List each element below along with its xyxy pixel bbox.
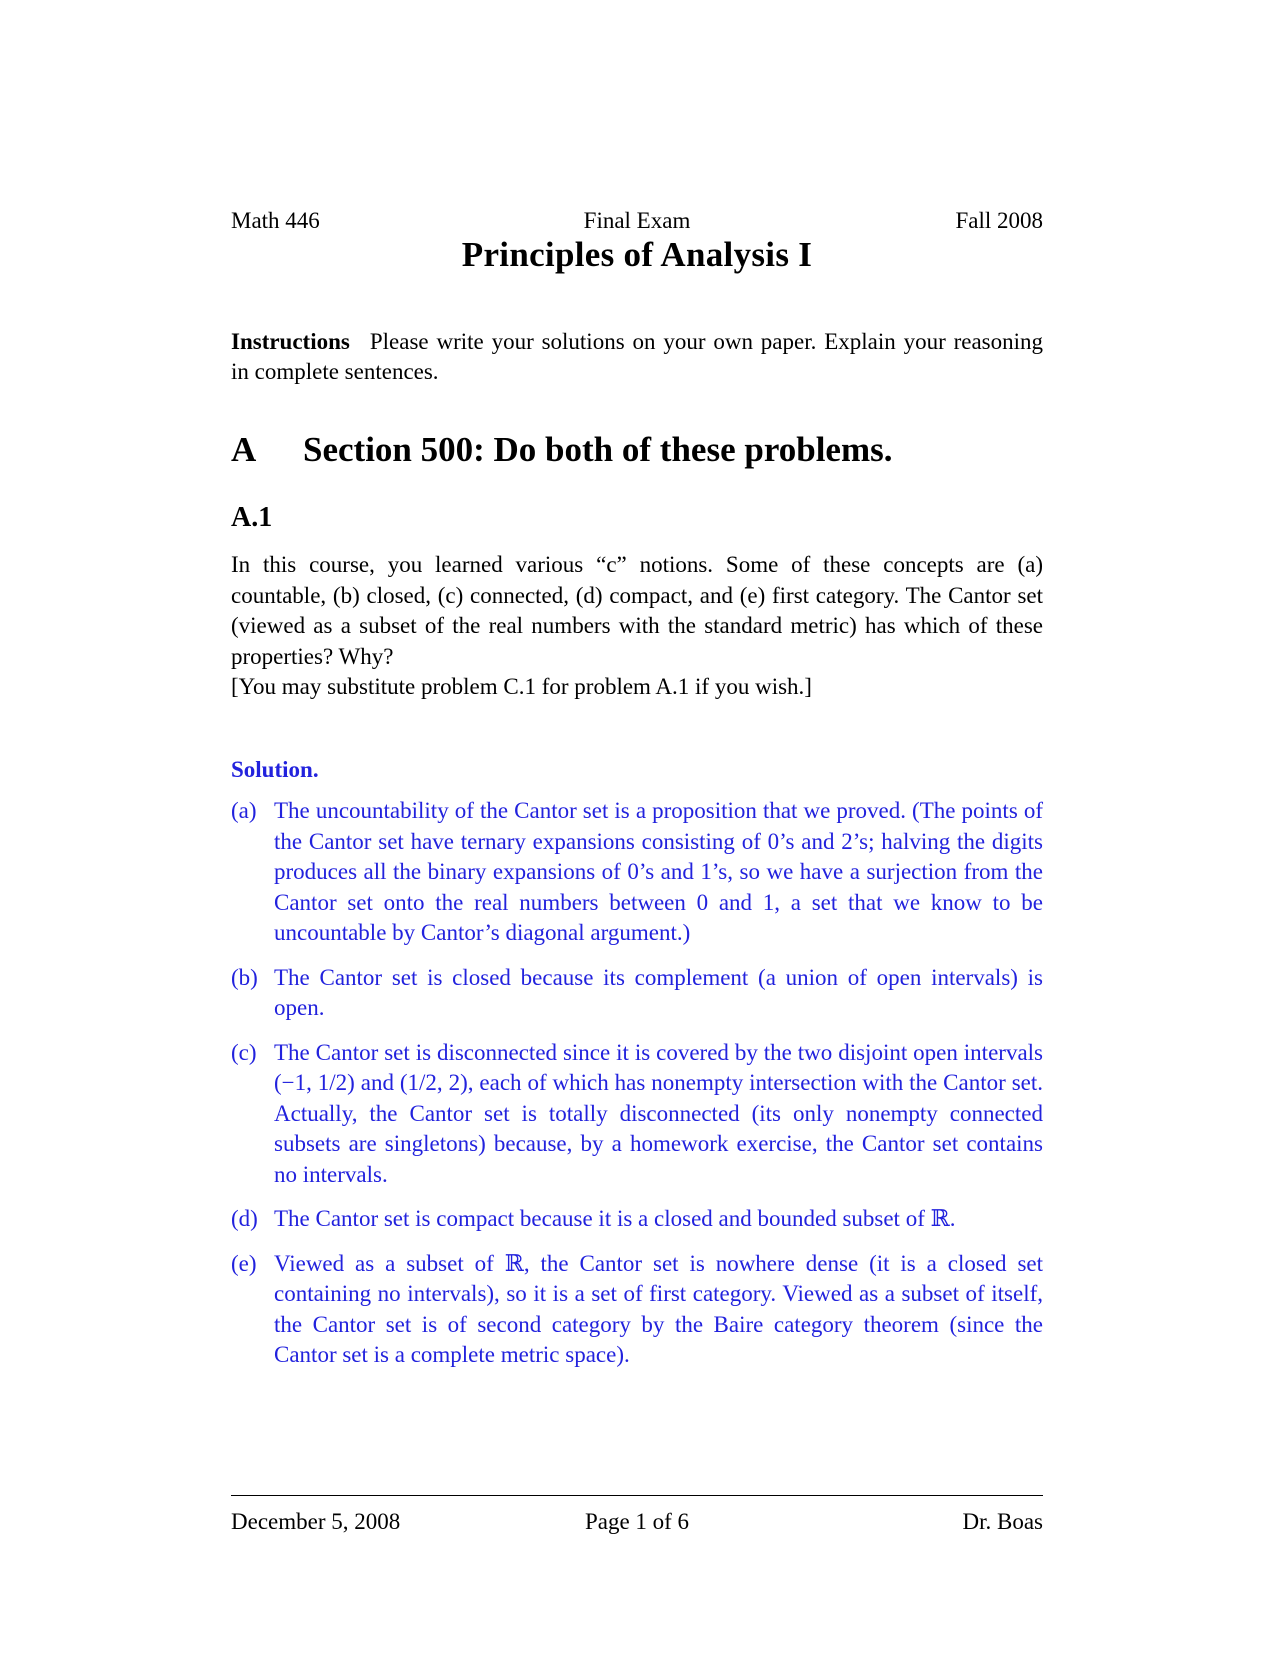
footer-date: December 5, 2008: [231, 1509, 401, 1534]
item-marker: (c): [231, 1039, 257, 1065]
solution-item-d: [231, 1204, 1043, 1235]
item-marker: (d): [231, 1206, 258, 1231]
term-label: Fall 2008: [955, 208, 1043, 233]
item-text: The Cantor set is closed because its complement (a union of open intervals) is open.: [274, 964, 1043, 1020]
solution-block: [231, 754, 1043, 1385]
solution-item-e: [231, 1249, 1043, 1371]
page-title: Principles of Analysis I: [461, 235, 813, 274]
section-heading: [231, 428, 1043, 472]
solution-title: Solution.: [231, 757, 319, 782]
problem-statement: [231, 550, 1043, 703]
item-text: The Cantor set is compact because it is a closed and bounded subset of ℝ.: [274, 1206, 956, 1231]
solution-item-a: [231, 796, 1043, 949]
exam-label: Final Exam: [583, 208, 691, 233]
section-number: A: [231, 430, 257, 469]
subsection-heading: A.1: [231, 502, 273, 533]
instructions-label: Instructions: [231, 329, 350, 354]
problem-text: In this course, you learned various “c” notions. Some of these concepts are (a) countable, (b) closed, (c) connected, (d) compact, and (e) first category. The Cantor set (viewed as a subset of the real numbers with the standard metric) has which of these properties? Why?: [231, 552, 1043, 669]
item-marker: (b): [231, 964, 258, 990]
exam-page: [231, 0, 1043, 1656]
footer-author: Dr. Boas: [962, 1509, 1043, 1534]
solution-item-c: [231, 1038, 1043, 1191]
item-text: The uncountability of the Cantor set is a proposition that we proved. (The points of the Cantor set have ternary expansions consisting of 0’s and 2’s; halving the digits produces all the binary expansions of 0’s and 1’s, so we have a surjection from the Cantor set onto the real numbers between 0 and 1, a set that we know to be uncountable by Cantor’s diagonal argument.): [274, 798, 1043, 945]
problem-note: [You may substitute problem C.1 for problem A.1 if you wish.]: [231, 674, 812, 699]
solution-item-b: [231, 963, 1043, 1024]
section-title: Section 500: Do both of these problems.: [303, 430, 893, 469]
item-marker: (a): [231, 798, 257, 823]
item-text: The Cantor set is disconnected since it is covered by the two disjoint open intervals (−1, 1/2) and (1/2, 2), each of which has nonempty intersection with the Cantor set. Actually, the Cantor set is totally disconnected (its only nonempty connected subsets are singletons) because, by a homework exercise, the Cantor set contains no intervals.: [274, 1039, 1043, 1187]
item-marker: (e): [231, 1250, 257, 1276]
instructions: [231, 327, 1043, 387]
footer-rule: [231, 1495, 1043, 1496]
footer-page-number: Page 1 of 6: [584, 1509, 690, 1534]
course-label: Math 446: [231, 208, 320, 233]
item-text: Viewed as a subset of ℝ, the Cantor set is nowhere dense (it is a closed set containing no intervals), so it is a set of first category. Viewed as a subset of itself, the Cantor set is of second category by the Baire category theorem (since the Cantor set is a complete metric space).: [274, 1250, 1043, 1367]
instructions-text: Please write your solutions on your own paper. Explain your reasoning in complete sentences.: [231, 329, 1043, 384]
